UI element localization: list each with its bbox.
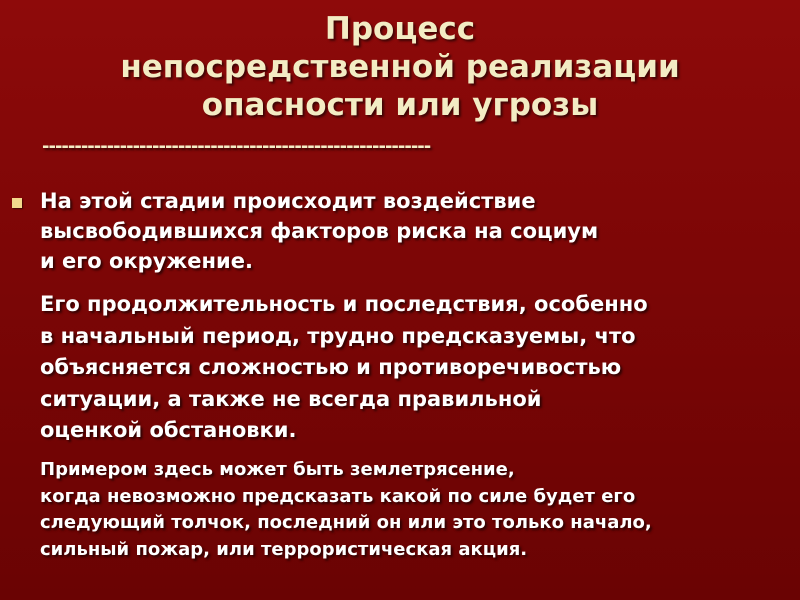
paragraph-line: и его окружение. — [40, 249, 253, 273]
paragraph-line: сильный пожар, или террористическая акция. — [40, 538, 528, 560]
paragraph-line: Примером здесь может быть землетрясение, — [40, 459, 515, 480]
paragraph-example — [40, 457, 652, 563]
paragraph-line: Его продолжительность и последствия, особенно — [40, 292, 648, 316]
title-divider: ------------------------------------------------------------ — [42, 136, 431, 157]
paragraph-line: следующий толчок, последний он или это только начало, — [40, 512, 652, 533]
title-line-2: непосредственной реализации — [120, 49, 680, 85]
slide-title — [0, 10, 800, 124]
paragraph-stage-impact — [40, 186, 598, 276]
title-line-1: Процесс — [324, 11, 476, 47]
paragraph-line: высвободившихся факторов риска на социум — [40, 219, 599, 243]
paragraph-line: На этой стадии происходит воздействие — [40, 189, 536, 213]
square-bullet-icon — [12, 198, 22, 208]
title-line-3: опасности или угрозы — [201, 87, 599, 123]
paragraph-line: ситуации, а также не всегда правильной — [40, 386, 542, 411]
paragraph-line: в начальный период, трудно предсказуемы, что — [40, 323, 636, 348]
paragraph-line: когда невозможно предсказать какой по силе будет его — [40, 485, 636, 507]
paragraph-duration — [40, 289, 648, 447]
paragraph-line: оценкой обстановки. — [40, 418, 297, 442]
paragraph-line: объясняется сложностью и противоречивостью — [40, 355, 622, 379]
